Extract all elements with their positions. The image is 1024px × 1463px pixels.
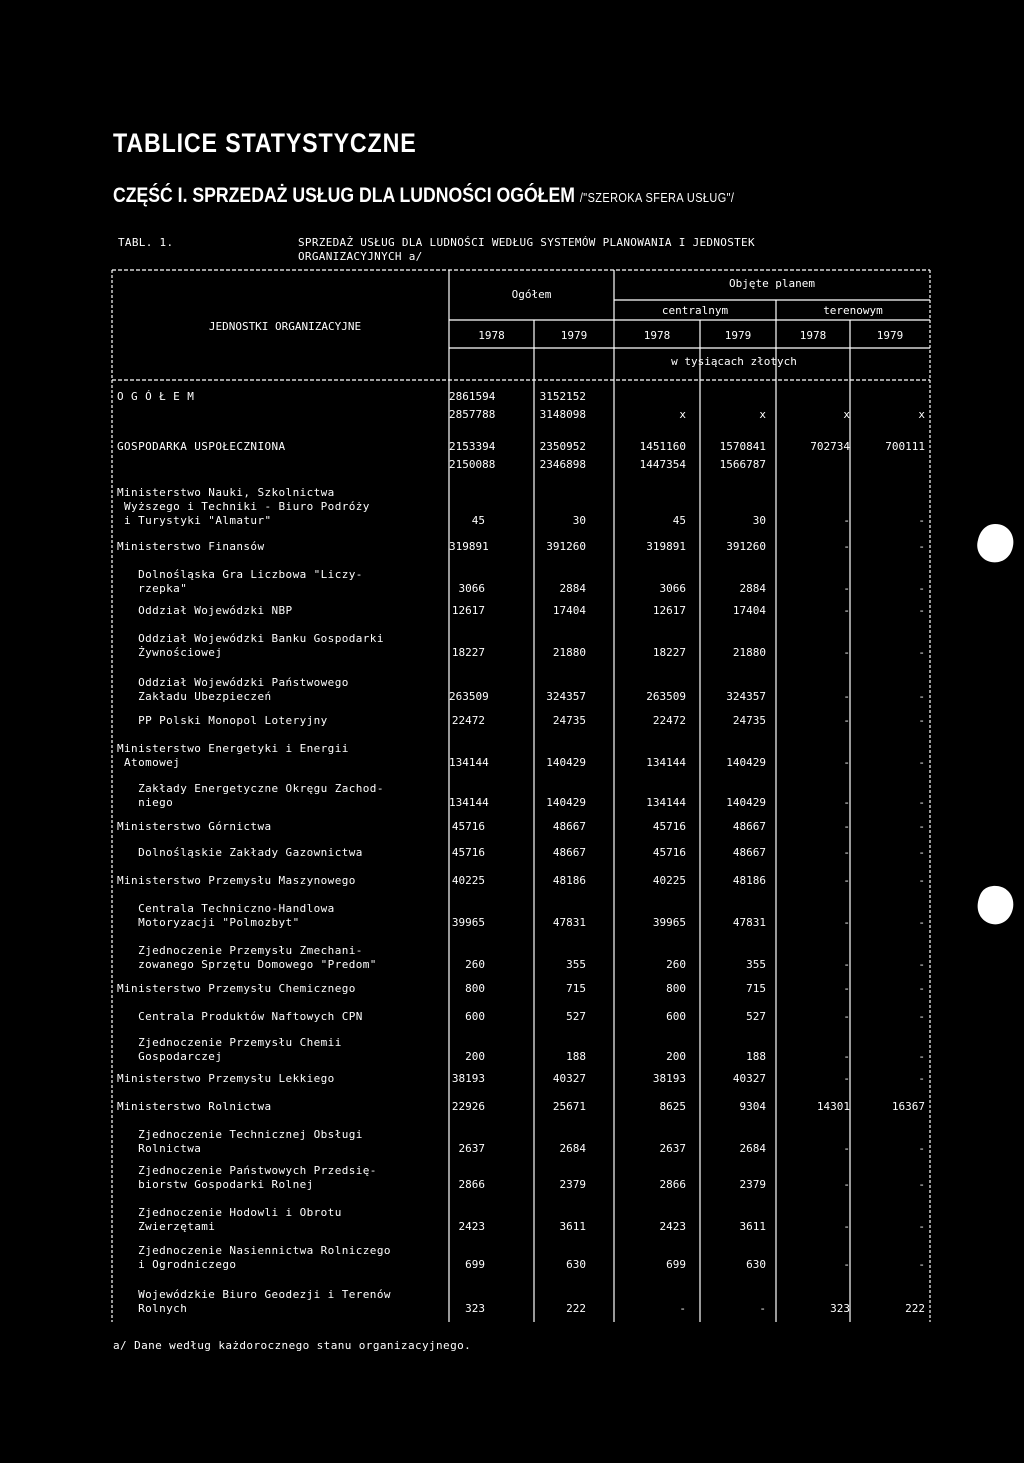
header-year: 1979: [724, 329, 752, 342]
table-cell: 134144: [449, 756, 489, 769]
table-cell: 134144: [449, 796, 489, 809]
header-stub: JEDNOSTKI ORGANIZACYJNE: [208, 320, 362, 333]
row-label: GOSPODARKA USPOŁECZNIONA: [117, 440, 286, 453]
table-cell: 1447354: [639, 458, 686, 471]
row-label: Centrala Produktów Naftowych CPN: [117, 1010, 363, 1023]
table-cell: 12617: [652, 604, 686, 617]
row-label: Ministerstwo Rolnictwa: [117, 1100, 272, 1113]
table-cell: -: [843, 1142, 850, 1155]
table-cell: 140429: [726, 756, 766, 769]
table-cell: -: [918, 714, 925, 727]
table-cell: 2637: [659, 1142, 686, 1155]
table-cell: 1451160: [639, 440, 686, 453]
table-cell: 630: [566, 1258, 586, 1271]
table-cell: 222: [905, 1302, 925, 1315]
table-cell: 263509: [646, 690, 686, 703]
table-cell: 2423: [659, 1220, 686, 1233]
table-cell: 140429: [546, 756, 586, 769]
table-cell: 2379: [739, 1178, 766, 1191]
table-cell: -: [918, 1072, 925, 1085]
table-cell: -: [843, 514, 850, 527]
row-label: Zjednoczenie Przemysłu Chemii Gospodarczej: [138, 1036, 342, 1063]
table-cell: -: [918, 756, 925, 769]
table-cell: 3066: [458, 582, 485, 595]
table-cell: 45716: [451, 820, 485, 833]
table-cell: 699: [465, 1258, 485, 1271]
table-cell: 200: [465, 1050, 485, 1063]
table-cell: 200: [666, 1050, 686, 1063]
table-cell: 527: [566, 1010, 586, 1023]
row-label: PP Polski Monopol Loteryjny: [117, 714, 328, 727]
table-cell: 38193: [451, 1072, 485, 1085]
table-cell: 3066: [659, 582, 686, 595]
row-label: Zakłady Energetyczne Okręgu Zachod- niego: [138, 782, 384, 809]
table-cell: -: [843, 756, 850, 769]
row-label: Zjednoczenie Państwowych Przedsię- biorstw Gospodarki Rolnej: [138, 1164, 377, 1191]
table-cell: 3152152: [539, 390, 586, 403]
table-cell: 40225: [652, 874, 686, 887]
table-cell: 600: [465, 1010, 485, 1023]
table-cell: 319891: [449, 540, 489, 553]
table-cell: 45: [672, 514, 686, 527]
table-cell: 18227: [451, 646, 485, 659]
table-cell: 2861594: [449, 390, 496, 403]
table-cell: 21880: [732, 646, 766, 659]
table-cell: -: [918, 1010, 925, 1023]
table-cell: -: [843, 646, 850, 659]
table-cell: 527: [746, 1010, 766, 1023]
table-cell: 38193: [652, 1072, 686, 1085]
table-cell: -: [843, 874, 850, 887]
table-cell: -: [918, 1178, 925, 1191]
table-cell: 600: [666, 1010, 686, 1023]
table-cell: -: [918, 514, 925, 527]
row-label: Ministerstwo Przemysłu Maszynowego: [117, 874, 356, 887]
header-planned: Objęte planem: [728, 277, 816, 290]
header-year: 1978: [643, 329, 671, 342]
table-cell: 47831: [552, 916, 586, 929]
table-cell: 324357: [726, 690, 766, 703]
table-cell: 188: [746, 1050, 766, 1063]
table-cell: 355: [746, 958, 766, 971]
table-cell: 800: [666, 982, 686, 995]
table-cell: -: [843, 714, 850, 727]
row-label: O G Ó Ł E M: [117, 390, 195, 403]
table-cell: -: [918, 540, 925, 553]
table-cell: 2684: [559, 1142, 586, 1155]
table-cell: -: [843, 846, 850, 859]
table-cell: 8625: [659, 1100, 686, 1113]
table-cell: 24735: [552, 714, 586, 727]
table-cell: 140429: [546, 796, 586, 809]
page-title: TABLICE STATYSTYCZNE: [113, 128, 417, 158]
table-cell: 22472: [652, 714, 686, 727]
table-cell: 134144: [646, 796, 686, 809]
table-cell: 16367: [891, 1100, 925, 1113]
table-title-line2: ORGANIZACYJNYCH a/: [298, 250, 423, 263]
table-cell: 2150088: [449, 458, 496, 471]
table-cell: -: [843, 916, 850, 929]
table-cell: 188: [566, 1050, 586, 1063]
table-cell: -: [918, 1142, 925, 1155]
table-cell: 40225: [451, 874, 485, 887]
table-cell: 48186: [552, 874, 586, 887]
table-cell: -: [843, 982, 850, 995]
table-cell: -: [843, 1050, 850, 1063]
table-cell: 40327: [732, 1072, 766, 1085]
header-year: 1978: [799, 329, 827, 342]
table-cell: 47831: [732, 916, 766, 929]
table-cell: -: [843, 604, 850, 617]
table-cell: 2884: [559, 582, 586, 595]
table-cell: 45716: [451, 846, 485, 859]
part-subheading: /"SZEROKA SFERA USŁUG"/: [579, 190, 735, 205]
table-cell: 2346898: [539, 458, 586, 471]
table-cell: 263509: [449, 690, 489, 703]
row-label: Zjednoczenie Przemysłu Zmechani- zowanego Sprzętu Domowego "Predom": [138, 944, 377, 971]
table-number: TABL. 1.: [118, 236, 174, 249]
table-cell: 39965: [652, 916, 686, 929]
table-cell: 48186: [732, 874, 766, 887]
table-cell: 1566787: [719, 458, 766, 471]
table-cell: 17404: [552, 604, 586, 617]
row-label: Ministerstwo Przemysłu Chemicznego: [117, 982, 356, 995]
table-cell: -: [918, 846, 925, 859]
table-cell: -: [843, 540, 850, 553]
table-cell: -: [918, 958, 925, 971]
table-cell: 2379: [559, 1178, 586, 1191]
table-cell: 39965: [451, 916, 485, 929]
table-cell: -: [843, 690, 850, 703]
table-cell: 260: [666, 958, 686, 971]
table-cell: -: [843, 1258, 850, 1271]
table-title-line1: SPRZEDAŻ USŁUG DLA LUDNOŚCI WEDŁUG SYSTEMÓW PLANOWANIA I JEDNOSTEK: [298, 236, 755, 249]
header-central: centralnym: [661, 304, 729, 317]
table-cell: -: [918, 582, 925, 595]
table-cell: 702734: [810, 440, 850, 453]
table-cell: -: [759, 1302, 766, 1315]
table-cell: 45716: [652, 820, 686, 833]
table-cell: 715: [746, 982, 766, 995]
row-label: Oddział Wojewódzki NBP: [117, 604, 293, 617]
table-cell: 2866: [458, 1178, 485, 1191]
row-label: Zjednoczenie Hodowli i Obrotu Zwierzętami: [138, 1206, 342, 1233]
table-cell: -: [679, 1302, 686, 1315]
table-cell: 2637: [458, 1142, 485, 1155]
table-cell: 715: [566, 982, 586, 995]
row-label: Dolnośląskie Zakłady Gazownictwa: [117, 846, 363, 859]
table-cell: 700111: [885, 440, 925, 453]
table-cell: -: [918, 1220, 925, 1233]
table-cell: 45: [471, 514, 485, 527]
row-label: Oddział Wojewódzki Państwowego Zakładu Ubezpieczeń: [138, 676, 349, 703]
table-cell: 699: [666, 1258, 686, 1271]
row-label: Wojewódzkie Biuro Geodezji i Terenów Rolnych: [138, 1288, 391, 1315]
table-cell: -: [843, 1010, 850, 1023]
table-cell: x: [918, 408, 925, 421]
row-label: Ministerstwo Finansów: [117, 540, 265, 553]
table-cell: -: [918, 604, 925, 617]
table-cell: 2857788: [449, 408, 496, 421]
table-cell: -: [843, 582, 850, 595]
table-cell: -: [918, 1050, 925, 1063]
footnote: a/ Dane według każdorocznego stanu organizacyjnego.: [113, 1339, 472, 1352]
table-cell: 22926: [451, 1100, 485, 1113]
table-cell: 22472: [451, 714, 485, 727]
table-cell: 2423: [458, 1220, 485, 1233]
table-cell: 2684: [739, 1142, 766, 1155]
table-cell: 323: [830, 1302, 850, 1315]
header-total: Ogółem: [511, 288, 552, 301]
table-cell: 25671: [552, 1100, 586, 1113]
table-cell: 140429: [726, 796, 766, 809]
table-cell: 260: [465, 958, 485, 971]
table-cell: 222: [566, 1302, 586, 1315]
table-cell: 30: [572, 514, 586, 527]
table-cell: 45716: [652, 846, 686, 859]
header-year: 1979: [560, 329, 588, 342]
table-cell: -: [918, 1258, 925, 1271]
row-label: Dolnośląska Gra Liczbowa "Liczy- rzepka": [138, 568, 363, 595]
table-cell: -: [918, 874, 925, 887]
table-cell: 3611: [739, 1220, 766, 1233]
table-cell: 630: [746, 1258, 766, 1271]
row-label: Zjednoczenie Technicznej Obsługi Rolnictwa: [138, 1128, 363, 1155]
table-cell: -: [843, 1178, 850, 1191]
punch-hole-mark: [975, 522, 1015, 566]
table-cell: 1570841: [719, 440, 766, 453]
table-cell: 21880: [552, 646, 586, 659]
table-cell: 800: [465, 982, 485, 995]
table-cell: -: [918, 796, 925, 809]
table-cell: -: [843, 1072, 850, 1085]
table-cell: 319891: [646, 540, 686, 553]
row-label: Zjednoczenie Nasiennictwa Rolniczego i Ogrodniczego: [138, 1244, 391, 1271]
table-cell: -: [918, 982, 925, 995]
table-cell: -: [918, 690, 925, 703]
header-year: 1978: [478, 329, 505, 342]
table-cell: 323: [465, 1302, 485, 1315]
table-cell: 2884: [739, 582, 766, 595]
part-heading-text: CZĘŚĆ I. SPRZEDAŻ USŁUG DLA LUDNOŚCI OGÓŁEM: [113, 184, 575, 207]
table-cell: 3611: [559, 1220, 586, 1233]
table-cell: 2866: [659, 1178, 686, 1191]
header-year: 1979: [876, 329, 904, 342]
table-cell: -: [918, 646, 925, 659]
table-cell: 48667: [732, 846, 766, 859]
table-cell: 12617: [451, 604, 485, 617]
table-cell: 48667: [552, 820, 586, 833]
table-cell: 2350952: [539, 440, 586, 453]
row-label: Centrala Techniczno-Handlowa Motoryzacji "Polmozbyt": [138, 902, 335, 929]
row-label: Ministerstwo Górnictwa: [117, 820, 272, 833]
table-cell: 40327: [552, 1072, 586, 1085]
punch-hole-mark: [975, 884, 1015, 928]
table-cell: 355: [566, 958, 586, 971]
table-cell: -: [843, 820, 850, 833]
table-cell: 30: [752, 514, 766, 527]
table-cell: -: [843, 1220, 850, 1233]
row-label: Ministerstwo Nauki, Szkolnictwa Wyższego i Techniki - Biuro Podróży i Turystyki "Almatur": [117, 486, 370, 527]
table-cell: -: [843, 796, 850, 809]
table-cell: x: [759, 408, 766, 421]
row-label: Ministerstwo Energetyki i Energii Atomowej: [117, 742, 349, 769]
row-label: Ministerstwo Przemysłu Lekkiego: [117, 1072, 335, 1085]
table-cell: 24735: [732, 714, 766, 727]
table-cell: 18227: [652, 646, 686, 659]
table-cell: -: [918, 820, 925, 833]
table-cell: -: [918, 916, 925, 929]
table-cell: 2153394: [449, 440, 496, 453]
table-cell: x: [679, 408, 686, 421]
table-cell: 48667: [732, 820, 766, 833]
table-cell: x: [843, 408, 850, 421]
table-cell: 9304: [739, 1100, 766, 1113]
table-cell: 324357: [546, 690, 586, 703]
table-cell: 3148098: [539, 408, 586, 421]
table-cell: -: [843, 958, 850, 971]
table-cell: 134144: [646, 756, 686, 769]
table-cell: 17404: [732, 604, 766, 617]
header-regional: terenowym: [823, 304, 883, 317]
table-cell: 48667: [552, 846, 586, 859]
row-label: Oddział Wojewódzki Banku Gospodarki Żywnościowej: [138, 632, 384, 659]
table-cell: 391260: [726, 540, 766, 553]
header-unit: w tysiącach złotych: [671, 355, 797, 368]
table-cell: 14301: [816, 1100, 850, 1113]
table-cell: 391260: [546, 540, 586, 553]
